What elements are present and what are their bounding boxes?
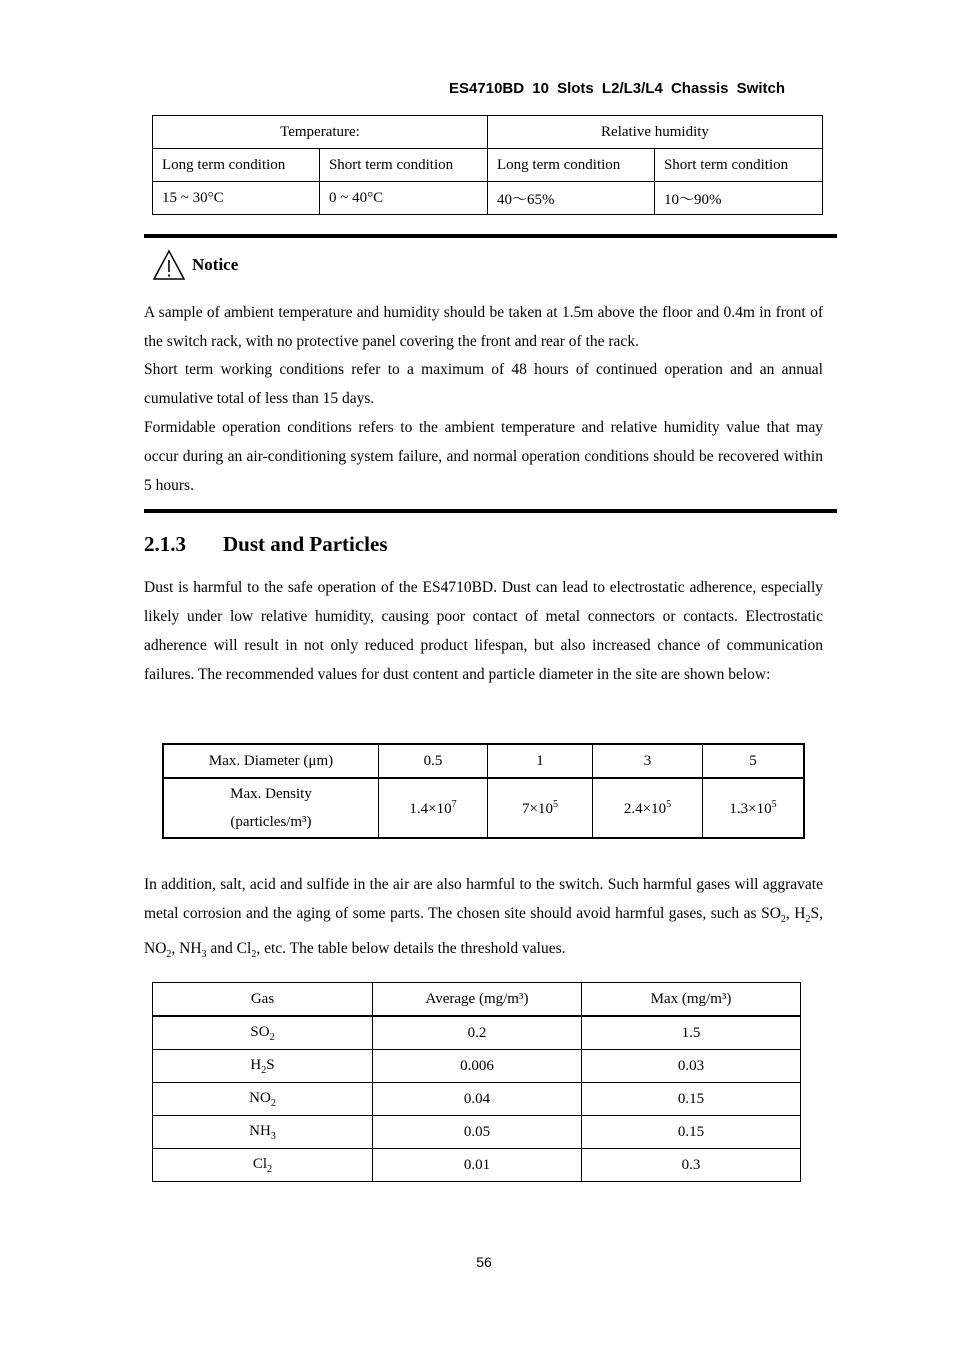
table-cell: 0.15 bbox=[582, 1083, 801, 1116]
table-row bbox=[153, 1116, 801, 1149]
notice-paragraph: Formidable operation conditions refers to the ambient temperature and relative humidity value that may occur during an air-conditioning system failure, and normal operation conditions should be recovered within 5 hours. bbox=[144, 419, 823, 494]
notice-paragraph: A sample of ambient temperature and humidity should be taken at 1.5m above the floor and 0.4m in front of the switch rack, with no protective panel covering the front and rear of the rack. bbox=[144, 304, 823, 350]
table-cell bbox=[488, 778, 593, 838]
gas-name-cell: $H_2S$ bbox=[153, 1050, 373, 1083]
table-row bbox=[153, 182, 823, 215]
notice-bottom-rule bbox=[144, 509, 837, 513]
gas-formula: $SO_2$ bbox=[761, 905, 786, 926]
gas-formula: $NO_2$ bbox=[144, 940, 172, 961]
table-cell: 15 ~ 30°C bbox=[153, 182, 320, 215]
gas-threshold-table bbox=[152, 982, 801, 1182]
table-cell: 0.04 bbox=[373, 1083, 582, 1116]
gas-formula: $Cl_2$ bbox=[236, 940, 257, 961]
table-row bbox=[163, 778, 804, 838]
table-cell: 0.01 bbox=[373, 1149, 582, 1182]
notice-title: Notice bbox=[192, 255, 239, 274]
table-cell: 1.5 bbox=[582, 1016, 801, 1050]
page-number: 56 bbox=[476, 1254, 492, 1270]
gas-formula: $H_2S$ bbox=[794, 905, 820, 926]
table-row bbox=[153, 1149, 801, 1182]
dust-particle-table bbox=[162, 743, 805, 839]
density-value: 7×10 bbox=[522, 800, 553, 817]
gas-name-cell: $NH_3$ bbox=[153, 1116, 373, 1149]
table-row bbox=[153, 983, 801, 1017]
table-cell: 0 ~ 40°C bbox=[319, 182, 487, 215]
table-cell: 1 bbox=[488, 744, 593, 778]
density-value: 1.3×10 bbox=[729, 800, 772, 817]
table-row bbox=[153, 1050, 801, 1083]
density-label-line1: Max. Density bbox=[230, 786, 312, 802]
table-cell: Long term condition bbox=[487, 149, 654, 182]
section-heading bbox=[144, 532, 388, 557]
table-row bbox=[153, 116, 823, 149]
gas-name-cell: $Cl_2$ bbox=[153, 1149, 373, 1182]
table-cell: 0.3 bbox=[582, 1149, 801, 1182]
table-cell: 40～65% bbox=[487, 182, 654, 215]
table-cell bbox=[703, 778, 805, 838]
gas-name-cell: $SO_2$ bbox=[153, 1016, 373, 1050]
notice-top-rule bbox=[144, 234, 837, 238]
table-cell: 5 bbox=[703, 744, 805, 778]
gas-paragraph-text: , etc. The table below details the threshold values. bbox=[256, 940, 566, 958]
table-row bbox=[153, 1016, 801, 1050]
gas-formula: $NH_3$ bbox=[179, 940, 207, 961]
table-cell: Short term condition bbox=[654, 149, 822, 182]
section-number: 2.1.3 bbox=[144, 532, 186, 556]
gas-paragraph-text: In addition, salt, acid and sulfide in the air are also harmful to the switch. Such harmful gases will aggravate metal corrosion and the aging of some parts. The chosen site should avoid harmful gases, such as bbox=[144, 876, 823, 922]
density-exponent: 5 bbox=[666, 798, 672, 810]
warning-triangle-icon bbox=[152, 249, 186, 281]
column-header: Gas bbox=[153, 983, 373, 1017]
table-cell bbox=[379, 778, 488, 838]
table-cell: 0.03 bbox=[582, 1050, 801, 1083]
table-cell: 0.15 bbox=[582, 1116, 801, 1149]
table-cell: 0.5 bbox=[379, 744, 488, 778]
table-cell bbox=[593, 778, 703, 838]
density-label-line2: (particles/m³) bbox=[230, 814, 312, 830]
density-exponent: 5 bbox=[552, 798, 558, 810]
gas-paragraph: In addition, salt, acid and sulfide in the air are also harmful to the switch. Such harmful gases will aggravate metal corrosion and the aging of some parts. The chosen site should avoid harmful gases, such as $SO_2$, $H_2S$, $NO_2$, $NH_3$ and $Cl_2$, etc. The table below details the threshold values. bbox=[144, 876, 823, 961]
density-value: 1.4×10 bbox=[409, 800, 452, 817]
gas-name-cell: $NO_2$ bbox=[153, 1083, 373, 1116]
table-cell: Long term condition bbox=[153, 149, 320, 182]
column-header: Average (mg/m³) bbox=[373, 983, 582, 1017]
table-row bbox=[153, 149, 823, 182]
table-cell: 0.05 bbox=[373, 1116, 582, 1149]
density-exponent: 7 bbox=[451, 798, 457, 810]
table-cell: 3 bbox=[593, 744, 703, 778]
table-row bbox=[163, 744, 804, 778]
density-label bbox=[163, 778, 379, 838]
section-title: Dust and Particles bbox=[223, 532, 388, 556]
temperature-header: Temperature: bbox=[153, 116, 488, 149]
environment-conditions-table bbox=[152, 115, 823, 215]
table-cell: Short term condition bbox=[319, 149, 487, 182]
density-exponent: 5 bbox=[771, 798, 777, 810]
diameter-label: Max. Diameter (μm) bbox=[163, 744, 379, 778]
notice-heading bbox=[152, 249, 238, 281]
table-row bbox=[153, 1083, 801, 1116]
page-header-title: ES4710BD 10 Slots L2/L3/L4 Chassis Switch bbox=[449, 80, 785, 97]
table-cell: 0.2 bbox=[373, 1016, 582, 1050]
section-intro-paragraph: Dust is harmful to the safe operation of the ES4710BD. Dust can lead to electrostatic adherence, especially likely under low relative humidity, causing poor contact of metal connectors or contacts. Electrostatic adherence will result in not only reduced product lifespan, but also increased chance of communication failures. The recommended values for dust content and particle diameter in the site are shown below: bbox=[144, 579, 823, 683]
column-header: Max (mg/m³) bbox=[582, 983, 801, 1017]
table-cell: 10～90% bbox=[654, 182, 822, 215]
humidity-header: Relative humidity bbox=[487, 116, 822, 149]
table-cell: 0.006 bbox=[373, 1050, 582, 1083]
density-value: 2.4×10 bbox=[623, 800, 667, 817]
notice-paragraph: Short term working conditions refer to a maximum of 48 hours of continued operation and an annual cumulative total of less than 15 days. bbox=[144, 361, 823, 407]
